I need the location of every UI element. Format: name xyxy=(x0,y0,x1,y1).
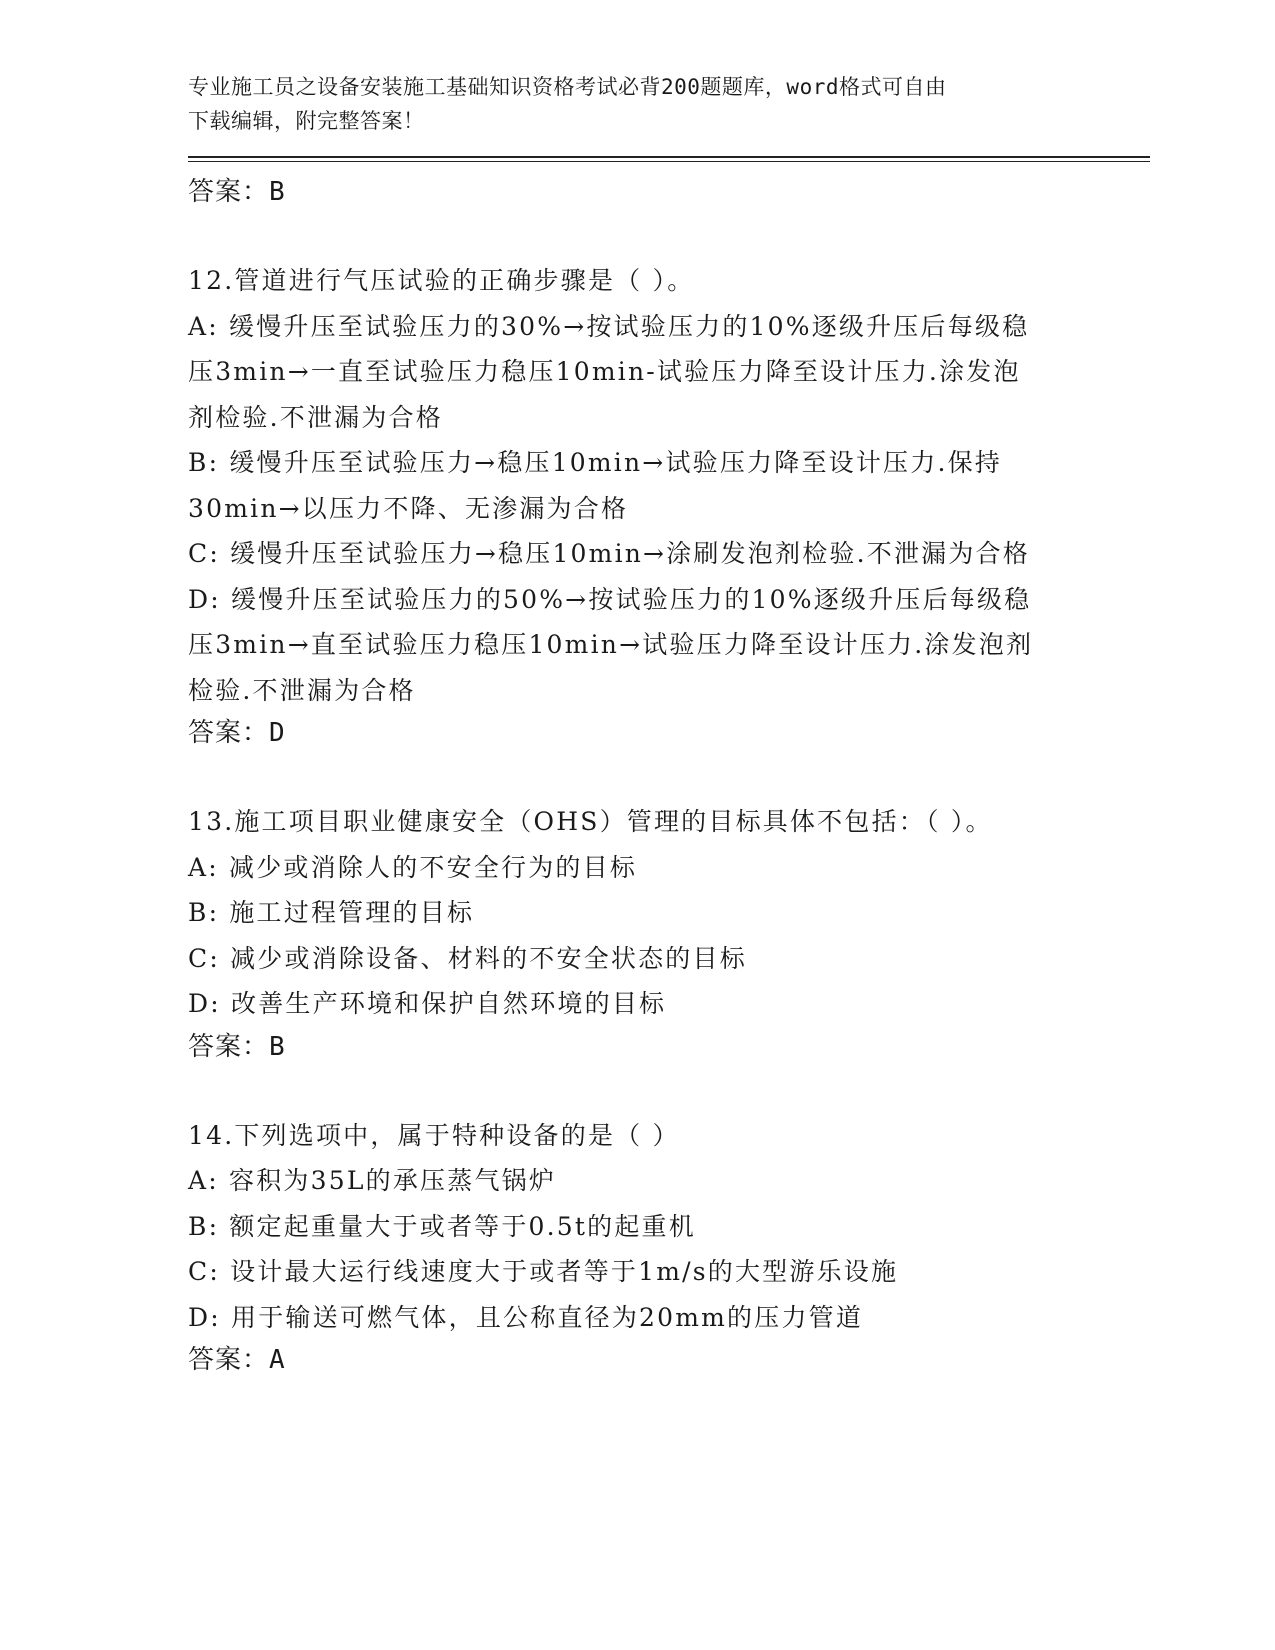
header-line-1: 专业施工员之设备安装施工基础知识资格考试必背200题题库，word格式可自由 xyxy=(188,75,947,99)
option-line: C: 减少或消除设备、材料的不安全状态的目标 xyxy=(188,943,747,973)
question-stem: 13.施工项目职业健康安全（OHS）管理的目标具体不包括：（ ）。 xyxy=(188,807,993,836)
option-line: B: 施工过程管理的目标 xyxy=(188,898,475,927)
answer-line: 答案：B xyxy=(188,1031,286,1062)
option-line: A: 缓慢升压至试验压力的30%→按试验压力的10%逐级升压后每级稳 xyxy=(188,311,1030,341)
document-header xyxy=(188,70,1068,138)
question-block xyxy=(188,1113,1148,1381)
header-divider xyxy=(188,156,1150,162)
option-line: 检验.不泄漏为合格 xyxy=(188,675,416,705)
option-line: 30min→以压力不降、无渗漏为合格 xyxy=(188,493,629,523)
option-line: C: 设计最大运行线速度大于或者等于1m/s的大型游乐设施 xyxy=(188,1257,899,1286)
option-line: D: 缓慢升压至试验压力的50%→按试验压力的10%逐级升压后每级稳 xyxy=(188,584,1032,614)
question-stem: 14.下列选项中，属于特种设备的是（ ） xyxy=(188,1120,680,1150)
option-line: C: 缓慢升压至试验压力→稳压10min→涂刷发泡剂检验.不泄漏为合格 xyxy=(188,539,1030,568)
question-stem: 12.管道进行气压试验的正确步骤是（ ）。 xyxy=(188,266,695,295)
option-line: A: 容积为35L的承压蒸气锅炉 xyxy=(188,1166,557,1195)
option-line: B: 额定起重量大于或者等于0.5t的起重机 xyxy=(188,1211,696,1241)
answer-line: 答案：D xyxy=(188,718,286,748)
option-line: 剂检验.不泄漏为合格 xyxy=(188,402,443,432)
option-line: 压3min→直至试验压力稳压10min→试验压力降至设计压力.涂发泡剂 xyxy=(188,630,1034,659)
document-page xyxy=(188,70,1148,1380)
option-line: D: 用于输送可燃气体，且公称直径为20mm的压力管道 xyxy=(188,1302,864,1332)
option-line: B: 缓慢升压至试验压力→稳压10min→试验压力降至设计压力.保持 xyxy=(188,448,1002,477)
header-line-2: 下载编辑，附完整答案！ xyxy=(188,109,425,133)
option-line: D: 改善生产环境和保护自然环境的目标 xyxy=(188,989,667,1018)
option-line: 压3min→一直至试验压力稳压10min-试验压力降至设计压力.涂发泡 xyxy=(188,357,1021,386)
question-block xyxy=(188,799,1148,1067)
option-line: A: 减少或消除人的不安全行为的目标 xyxy=(188,852,638,882)
answer-line: 答案：B xyxy=(188,177,286,207)
answer-line: 答案：A xyxy=(188,1345,286,1375)
question-block xyxy=(188,258,1148,753)
